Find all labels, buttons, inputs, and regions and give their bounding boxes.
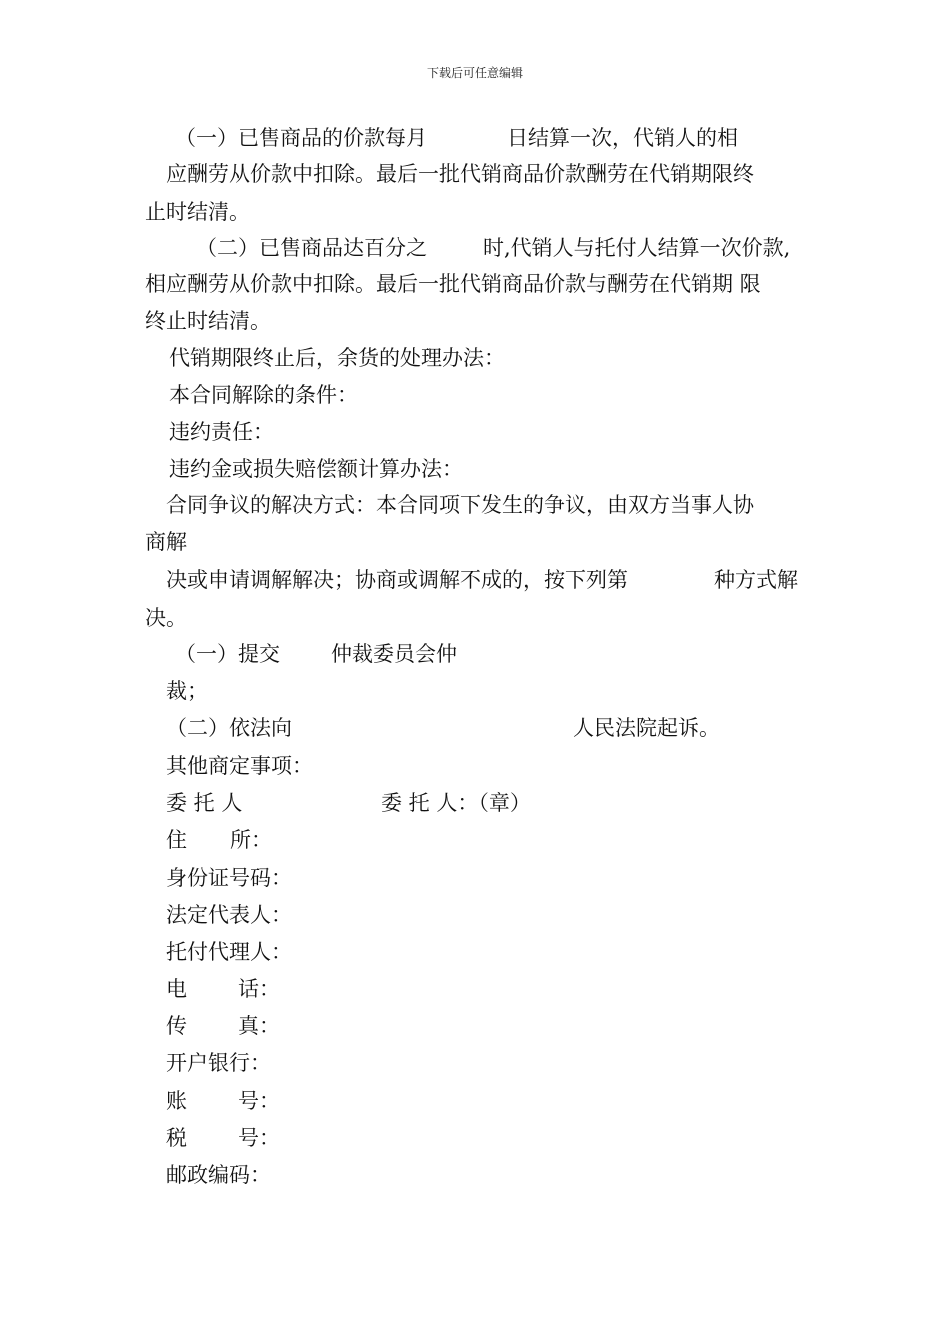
field-id-number: 身份证号码： <box>166 866 292 890</box>
clause-1-part-b: 日结算一次，代销人的相 <box>507 126 738 150</box>
court-part-b: 人民法院起诉。 <box>573 716 720 740</box>
clause-2-part-b: 时,代销人与托付人结算一次价款, <box>483 236 791 260</box>
other-matters: 其他商定事项： <box>166 754 313 778</box>
field-address-b: 所： <box>230 828 272 852</box>
signature-party-left: 委 托 人 <box>166 791 243 815</box>
termination-conditions: 本合同解除的条件： <box>169 383 358 407</box>
field-account-a: 账 <box>166 1089 187 1113</box>
arbitration-part-a: （一）提交 <box>175 642 280 666</box>
field-address-a: 住 <box>166 828 187 852</box>
dispute-line-3-part-a: 决或申请调解解决；协商或调解不成的，按下列第 <box>166 568 628 592</box>
field-phone-b: 话： <box>238 977 280 1001</box>
field-postcode: 邮政编码： <box>166 1163 271 1187</box>
arbitration-part-b: 仲裁委员会仲 <box>331 642 457 666</box>
clause-1-part-a: （一）已售商品的价款每月 <box>175 126 427 150</box>
page-header: 下载后可任意编辑 <box>426 66 523 80</box>
field-fax-b: 真： <box>238 1014 280 1038</box>
signature-party-right: 委 托 人：（章） <box>381 791 531 815</box>
penalty-calculation: 违约金或损失赔偿额计算办法： <box>169 457 463 481</box>
field-legal-representative: 法定代表人： <box>166 903 292 927</box>
court-part-a: （二）依法向 <box>166 716 292 740</box>
field-tax-a: 税 <box>166 1126 187 1150</box>
field-account-b: 号： <box>238 1089 280 1113</box>
surplus-handling: 代销期限终止后，余货的处理办法： <box>169 346 505 370</box>
field-tax-b: 号： <box>238 1126 280 1150</box>
arbitration-line-2: 裁； <box>166 679 208 703</box>
field-bank: 开户银行： <box>166 1051 271 1075</box>
clause-2-line-3: 终止时结清。 <box>145 309 271 333</box>
dispute-line-4: 决。 <box>145 606 187 630</box>
dispute-line-3-part-b: 种方式解 <box>714 568 798 592</box>
dispute-line-2: 商解 <box>145 530 187 554</box>
dispute-line-1: 合同争议的解决方式：本合同项下发生的争议，由双方当事人协 <box>166 493 754 517</box>
field-agent: 托付代理人： <box>166 940 292 964</box>
breach-liability: 违约责任： <box>169 420 274 444</box>
field-phone-a: 电 <box>166 977 187 1001</box>
clause-1-line-3: 止时结清。 <box>145 200 250 224</box>
field-fax-a: 传 <box>166 1014 187 1038</box>
clause-2-part-a: （二）已售商品达百分之 <box>196 236 427 260</box>
clause-1-line-2: 应酬劳从价款中扣除。最后一批代销商品价款酬劳在代销期限终 <box>166 162 754 186</box>
clause-2-line-2: 相应酬劳从价款中扣除。最后一批代销商品价款与酬劳在代销期 限 <box>145 272 761 296</box>
